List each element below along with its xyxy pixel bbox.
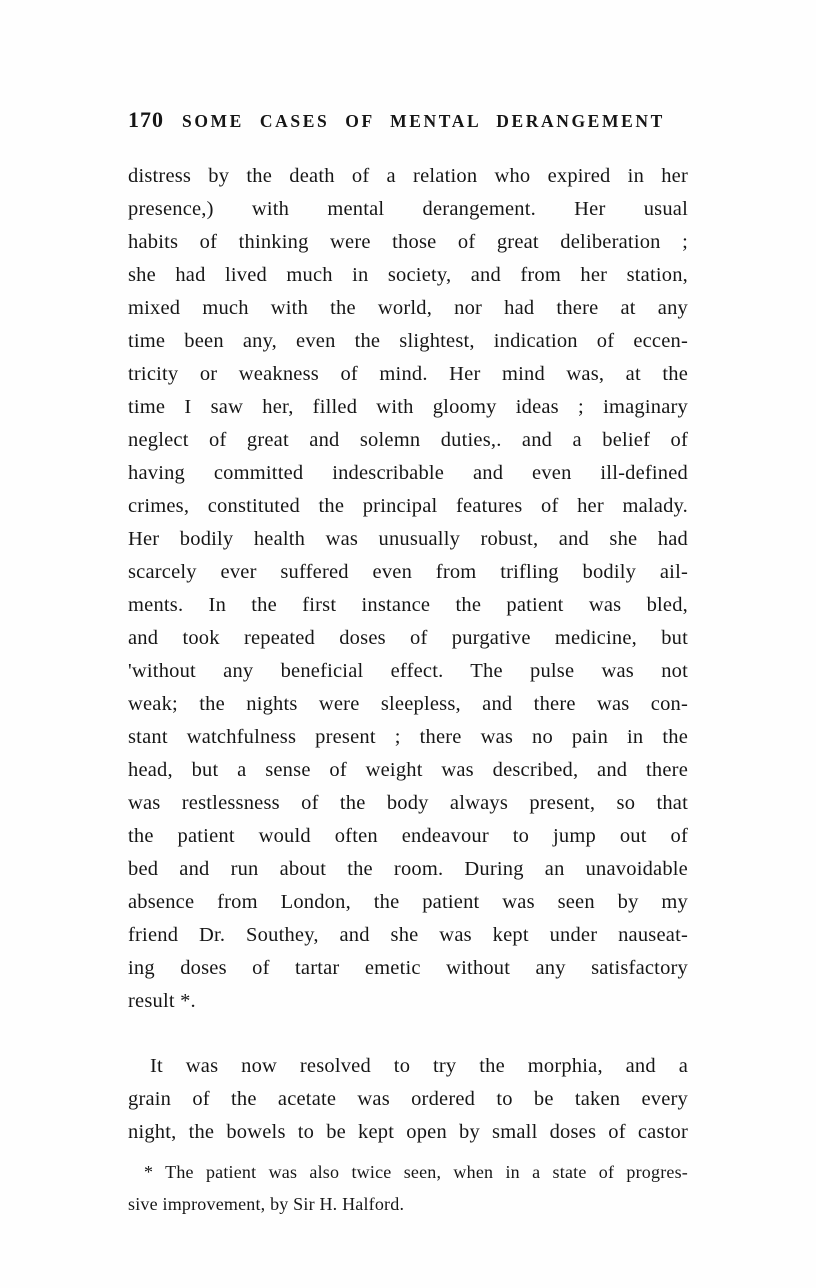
text-line: neglect of great and solemn duties,. and a belief of — [128, 429, 688, 451]
text-line: night, the bowels to be kept open by small doses of castor — [128, 1121, 688, 1143]
text-line: distress by the death of a relation who expired in her — [128, 165, 688, 187]
page-header — [128, 107, 688, 133]
text-line: was restlessness of the body always present, so that — [128, 792, 688, 814]
text-line: result *. — [128, 990, 196, 1012]
text-line: stant watchfulness present ; there was no pain in the — [128, 726, 688, 748]
text-line: weak; the nights were sleepless, and there was con- — [128, 693, 688, 715]
text-line: * The patient was also twice seen, when in a state of progres- — [144, 1162, 688, 1182]
text-line: having committed indescribable and even ill-defined — [128, 462, 688, 484]
text-line: It was now resolved to try the morphia, and a — [150, 1055, 688, 1077]
text-line: scarcely ever suffered even from trifling bodily ail- — [128, 561, 688, 583]
text-line: habits of thinking were those of great deliberation ; — [128, 231, 688, 253]
text-line: crimes, constituted the principal features of her malady. — [128, 495, 688, 517]
text-line: she had lived much in society, and from her station, — [128, 264, 688, 286]
text-line: ments. In the first instance the patient was bled, — [128, 594, 688, 616]
body-paragraph-2 — [128, 1050, 688, 1149]
text-line: presence,) with mental derangement. Her usual — [128, 198, 688, 220]
text-line: absence from London, the patient was seen by my — [128, 891, 688, 913]
text-line: the patient would often endeavour to jump out of — [128, 825, 688, 847]
text-line: grain of the acetate was ordered to be taken every — [128, 1088, 688, 1110]
text-line: tricity or weakness of mind. Her mind was, at the — [128, 363, 688, 385]
running-title: SOME CASES OF MENTAL DERANGEMENT — [182, 111, 665, 131]
text-line: and took repeated doses of purgative medicine, but — [128, 627, 688, 649]
page-number: 170 — [128, 107, 164, 132]
text-line: 'without any beneficial effect. The pulse was not — [128, 660, 688, 682]
text-line: Her bodily health was unusually robust, and she had — [128, 528, 688, 550]
text-line: ing doses of tartar emetic without any satisfactory — [128, 957, 688, 979]
text-line: mixed much with the world, nor had there at any — [128, 297, 688, 319]
body-paragraph-1 — [128, 160, 688, 1018]
footnote — [128, 1156, 688, 1220]
text-line: bed and run about the room. During an unavoidable — [128, 858, 688, 880]
text-line: sive improvement, by Sir H. Halford. — [128, 1194, 405, 1214]
text-line: time I saw her, filled with gloomy ideas ; imaginary — [128, 396, 688, 418]
text-line: head, but a sense of weight was described, and there — [128, 759, 688, 781]
text-line: time been any, even the slightest, indication of eccen- — [128, 330, 688, 352]
text-line: friend Dr. Southey, and she was kept under nauseat- — [128, 924, 688, 946]
